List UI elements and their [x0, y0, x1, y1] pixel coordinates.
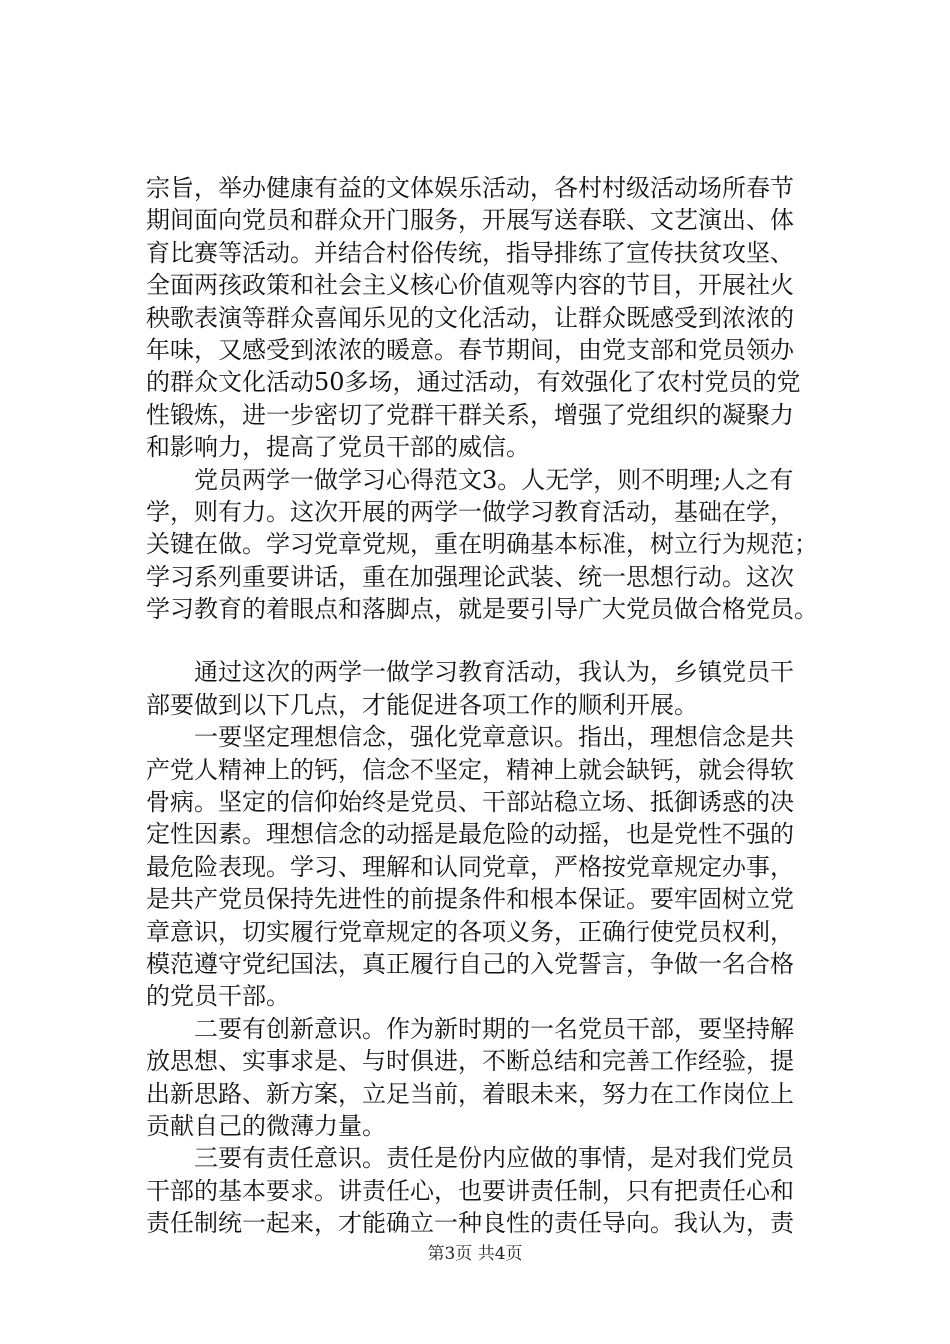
page-footer: 第3页 共4页	[427, 1244, 523, 1264]
text-line: 党员两学一做学习心得范文3。人无学，则不明理;人之有	[146, 465, 794, 494]
text-line: 部要做到以下几点，才能促进各项工作的顺利开展。	[146, 690, 698, 719]
text-line: 干部的基本要求。讲责任心，也要讲责任制，只有把责任心和	[146, 1176, 794, 1205]
text-section-1	[146, 172, 818, 625]
text-line: 关键在做。学习党章党规，重在明确基本标准，树立行为规范；	[146, 530, 818, 559]
text-line: 是共产党员保持先进性的前提条件和根本保证。要牢固树立党	[146, 885, 794, 914]
text-line: 年味，又感受到浓浓的暖意。春节期间，由党支部和党员领办	[146, 335, 794, 364]
text-line: 定性因素。理想信念的动摇是最危险的动摇，也是党性不强的	[146, 820, 794, 849]
body-text	[146, 172, 818, 1240]
text-line: 宗旨，举办健康有益的文体娱乐活动，各村村级活动场所春节	[146, 174, 794, 202]
text-line: 产党人精神上的钙，信念不坚定，精神上就会缺钙，就会得软	[146, 755, 794, 784]
text-line: 贡献自己的微薄力量。	[146, 1111, 386, 1140]
text-line: 骨病。坚定的信仰始终是党员、干部站稳立场、抵御诱惑的决	[146, 788, 794, 817]
text-line: 责任制统一起来，才能确立一种良性的责任导向。我认为，责	[146, 1209, 794, 1238]
text-line: 三要有责任意识。责任是份内应做的事情，是对我们党员	[146, 1144, 794, 1173]
text-line: 期间面向党员和群众开门服务，开展写送春联、文艺演出、体	[146, 206, 794, 235]
text-line: 章意识，切实履行党章规定的各项义务，正确行使党员权利，	[146, 917, 794, 946]
text-line: 学习教育的着眼点和落脚点，就是要引导广大党员做合格党员。	[146, 595, 818, 624]
text-line: 通过这次的两学一做学习教育活动，我认为，乡镇党员干	[146, 658, 794, 687]
paragraph-gap	[146, 625, 806, 656]
text-line: 和影响力，提高了党员干部的威信。	[146, 433, 530, 462]
text-line: 出新思路、新方案，立足当前，着眼未来，努力在工作岗位上	[146, 1079, 794, 1108]
text-line: 的党员干部。	[146, 982, 290, 1011]
text-line: 模范遵守党纪国法，真正履行自己的入党誓言，争做一名合格	[146, 949, 794, 978]
text-line: 秧歌表演等群众喜闻乐见的文化活动，让群众既感受到浓浓的	[146, 303, 794, 332]
text-line: 全面两孩政策和社会主义核心价值观等内容的节目，开展社火	[146, 271, 794, 300]
text-line: 的群众文化活动50多场，通过活动，有效强化了农村党员的党	[146, 368, 801, 397]
text-line: 性锻炼，进一步密切了党群干群关系，增强了党组织的凝聚力	[146, 400, 794, 429]
text-line: 学习系列重要讲话，重在加强理论武装、统一思想行动。这次	[146, 562, 794, 591]
text-line: 一要坚定理想信念，强化党章意识。指出，理想信念是共	[146, 723, 794, 752]
text-line: 放思想、实事求是、与时俱进，不断总结和完善工作经验，提	[146, 1047, 794, 1076]
text-line: 最危险表现。学习、理解和认同党章，严格按党章规定办事，	[146, 852, 794, 881]
text-line: 育比赛等活动。并结合村俗传统，指导排练了宣传扶贫攻坚、	[146, 238, 794, 267]
text-line: 二要有创新意识。作为新时期的一名党员干部，要坚持解	[146, 1014, 794, 1043]
text-line: 学，则有力。这次开展的两学一做学习教育活动，基础在学，	[146, 497, 794, 526]
text-section-2	[146, 656, 806, 1239]
